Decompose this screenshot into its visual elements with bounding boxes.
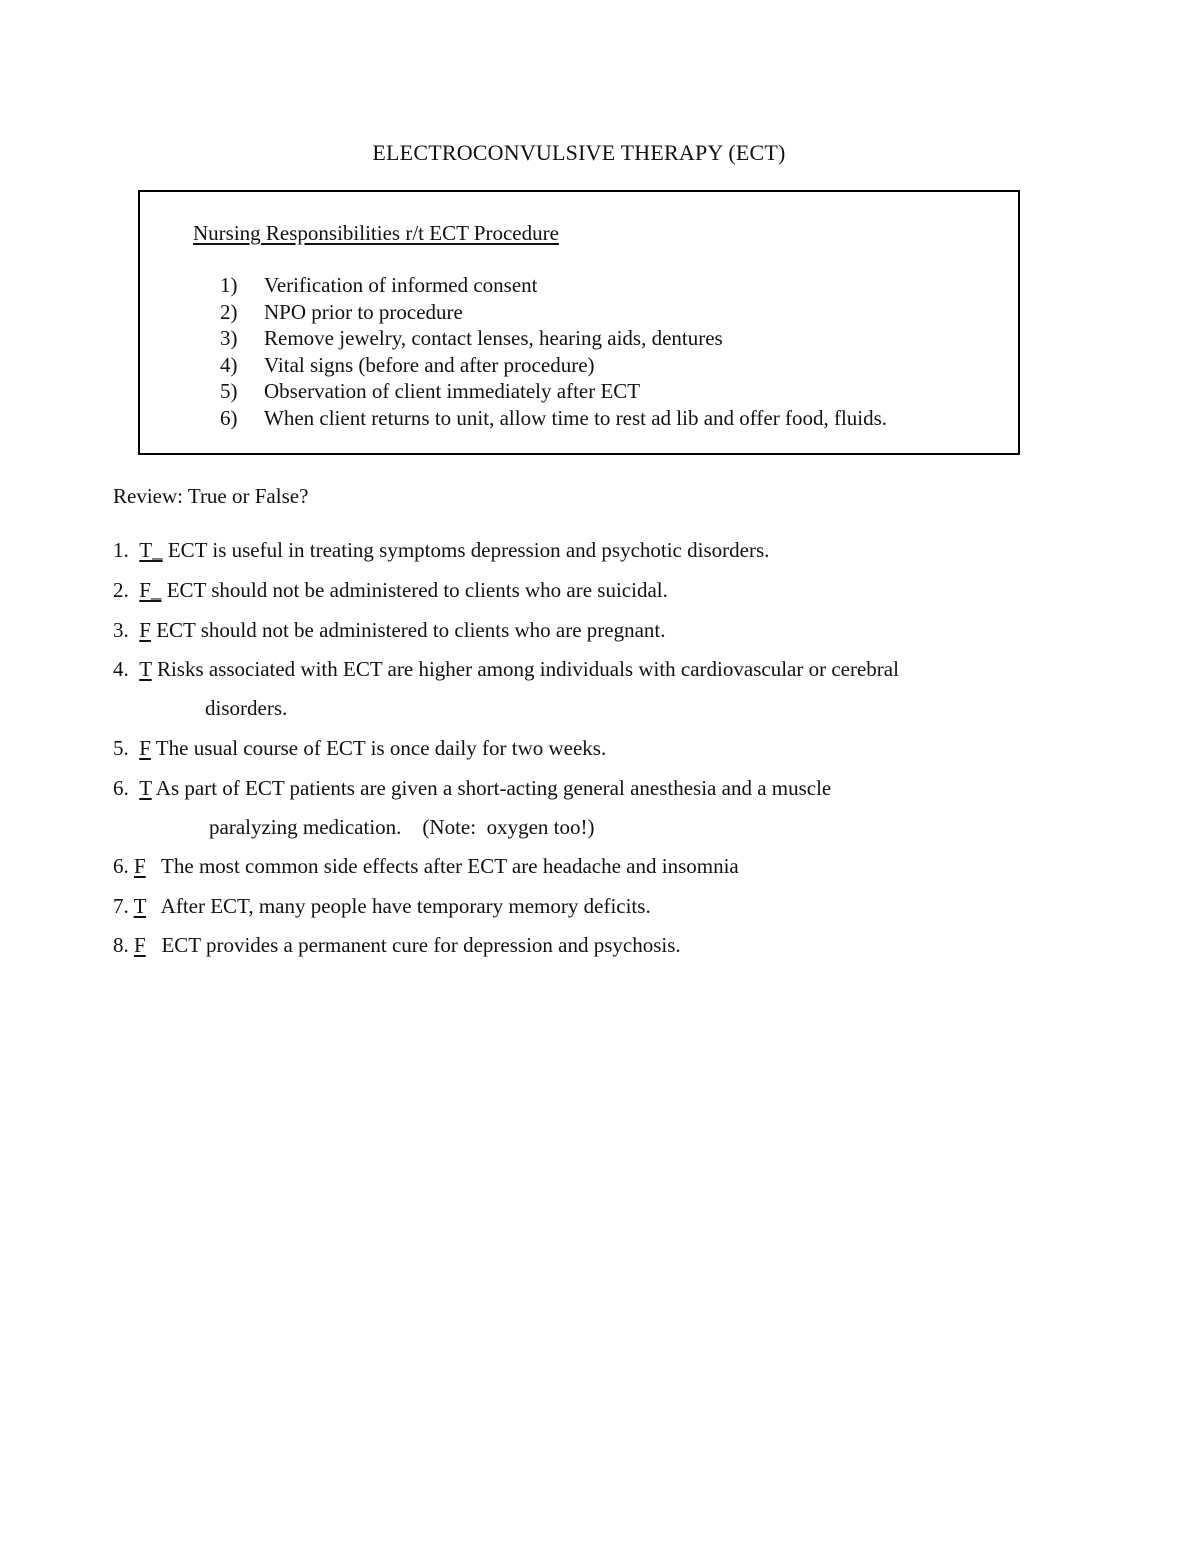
question-5	[113, 735, 606, 761]
question-number: 1.	[113, 538, 129, 562]
question-6	[113, 775, 831, 801]
question-8	[113, 932, 681, 958]
answer-mark: T	[139, 657, 152, 681]
question-number: 6.	[113, 776, 129, 800]
answer-mark: T	[133, 894, 147, 918]
question-7	[113, 893, 651, 919]
answer-mark: T	[139, 776, 152, 800]
list-item	[220, 378, 887, 405]
list-item	[220, 272, 887, 299]
question-text: ECT is useful in treating symptoms depression and psychotic disorders.	[162, 538, 770, 562]
question-text: ECT should not be administered to clients who are pregnant.	[150, 618, 666, 642]
question-text: ECT should not be administered to clients who are suicidal.	[161, 578, 668, 602]
question-text: The usual course of ECT is once daily for two weeks.	[150, 736, 607, 760]
question-number: 6.	[113, 854, 129, 878]
document-title: ELECTROCONVULSIVE THERAPY (ECT)	[372, 140, 786, 165]
item-text: Vital signs (before and after procedure)	[264, 352, 595, 377]
item-number: 5)	[220, 379, 238, 404]
item-text: Verification of informed consent	[264, 273, 538, 297]
item-number: 2)	[220, 299, 238, 324]
question-text: Risks associated with ECT are higher among individuals with cardiovascular or cerebral	[151, 657, 899, 681]
item-number: 6)	[220, 405, 238, 430]
question-number: 5.	[113, 736, 129, 760]
question-text: ECT provides a permanent cure for depression and psychosis.	[145, 933, 681, 957]
item-number: 1)	[220, 273, 238, 297]
question-6-continuation: paralyzing medication. (Note: oxygen too!)	[209, 815, 595, 839]
list-item	[220, 299, 887, 326]
item-text: Observation of client immediately after ECT	[264, 379, 641, 404]
nursing-responsibilities-box	[138, 190, 1020, 455]
question-number: 2.	[113, 578, 129, 602]
box-heading: Nursing Responsibilities r/t ECT Procedure	[193, 221, 559, 245]
question-number: 7.	[113, 894, 129, 918]
answer-mark: F_	[139, 578, 162, 602]
question-4	[113, 656, 899, 682]
question-number: 3.	[113, 618, 129, 642]
question-text: After ECT, many people have temporary memory deficits.	[146, 894, 651, 918]
answer-mark: F	[139, 618, 151, 642]
answer-mark: F	[134, 933, 146, 957]
review-heading: Review: True or False?	[113, 484, 309, 508]
question-2	[113, 577, 668, 603]
item-text: NPO prior to procedure	[264, 299, 463, 324]
answer-mark: F	[134, 854, 146, 878]
question-4-continuation: disorders.	[205, 696, 288, 720]
question-6b	[113, 853, 739, 879]
answer-mark: T_	[139, 538, 163, 562]
responsibilities-list	[220, 272, 887, 432]
question-3	[113, 617, 666, 643]
list-item	[220, 325, 887, 352]
question-number: 4.	[113, 657, 129, 681]
item-text: When client returns to unit, allow time to rest ad lib and offer food, fluids.	[264, 405, 888, 430]
question-number: 8.	[113, 933, 129, 957]
item-text: Remove jewelry, contact lenses, hearing aids, dentures	[264, 326, 723, 351]
question-text: As part of ECT patients are given a short-acting general anesthesia and a muscle	[151, 776, 832, 800]
question-text: The most common side effects after ECT are headache and insomnia	[145, 854, 739, 878]
list-item	[220, 352, 887, 379]
list-item	[220, 405, 887, 432]
answer-mark: F	[139, 736, 151, 760]
item-number: 3)	[220, 326, 238, 351]
item-number: 4)	[220, 352, 238, 377]
question-1	[113, 537, 769, 563]
